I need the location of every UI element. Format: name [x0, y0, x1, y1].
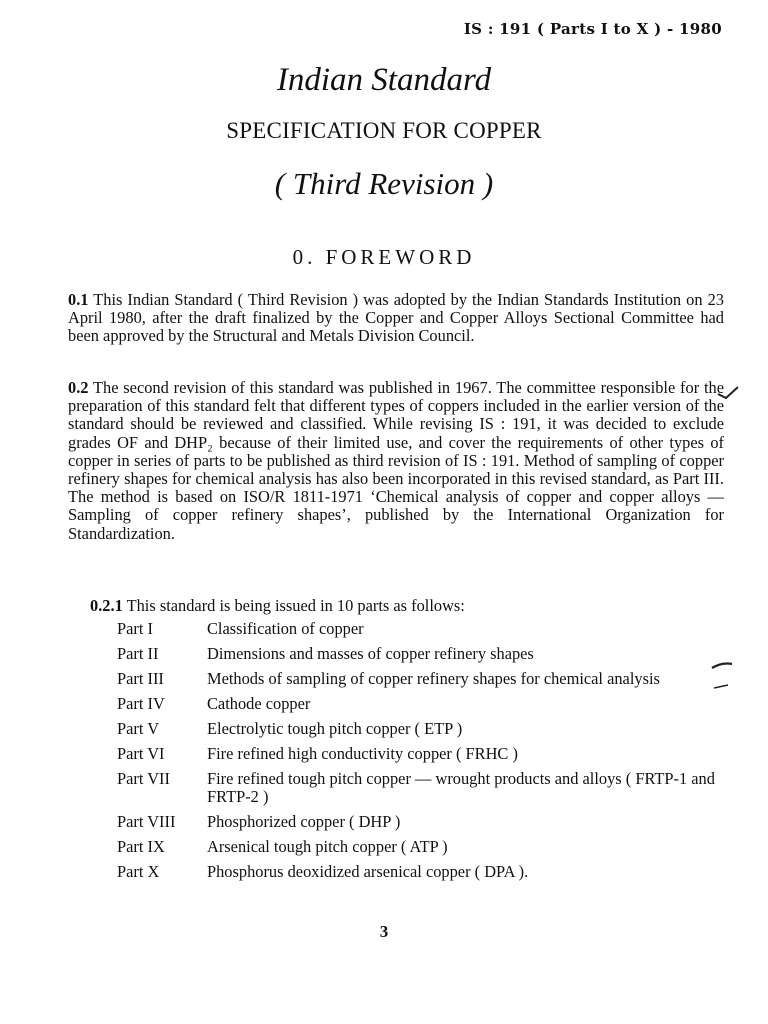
document-subtitle: SPECIFICATION FOR COPPER — [226, 118, 542, 143]
paragraph-number: 0.1 — [68, 290, 89, 309]
list-item — [117, 620, 729, 638]
part-label: Part VI — [117, 744, 165, 763]
list-item — [117, 863, 729, 881]
parts-list — [117, 620, 729, 888]
part-description: Classification of copper — [207, 619, 364, 638]
pen-dash-mark — [710, 660, 734, 672]
document-title: Indian Standard — [276, 62, 492, 98]
part-label: Part II — [117, 644, 159, 663]
part-description: Methods of sampling of copper refinery shapes for chemical analysis — [207, 669, 660, 688]
list-item — [117, 813, 729, 831]
paragraph-0-2 — [68, 379, 724, 543]
part-label: Part VII — [117, 769, 170, 788]
foreword-heading-text: FOREWORD — [325, 245, 476, 269]
foreword-heading — [0, 245, 768, 270]
part-label: Part VIII — [117, 812, 176, 831]
part-label: Part IX — [117, 837, 165, 856]
part-label: Part X — [117, 862, 160, 881]
list-item — [117, 670, 729, 688]
part-label: Part I — [117, 619, 153, 638]
paragraph-number: 0.2 — [68, 378, 89, 397]
part-label: Part IV — [117, 694, 165, 713]
paragraph-text: This standard is being issued in 10 parts as follows: — [126, 596, 465, 615]
revision-label: ( Third Revision ) — [274, 166, 494, 201]
standard-number: IS : 191 ( Parts I to X ) - 1980 — [463, 20, 722, 38]
part-description: Electrolytic tough pitch copper ( ETP ) — [207, 719, 463, 738]
paragraph-number: 0.2.1 — [90, 596, 123, 615]
part-description: Fire refined tough pitch copper — wrought products and alloys ( FRTP-1 and FRTP-2 ) — [207, 769, 715, 806]
paragraph-0-1 — [68, 291, 724, 346]
part-description: Cathode copper — [207, 694, 311, 713]
paragraph-text: This Indian Standard ( Third Revision ) was adopted by the Indian Standards Institution on 23 April 1980, after the draft finalized by the Copper and Copper Alloys Sectional Committee had been approved by the Structural and Metals Division Council. — [68, 290, 724, 346]
list-item — [117, 645, 729, 663]
list-item — [117, 695, 729, 713]
foreword-heading-number: 0. — [292, 245, 317, 269]
part-description: Arsenical tough pitch copper ( ATP ) — [207, 837, 448, 856]
list-item — [117, 838, 729, 856]
part-description: Dimensions and masses of copper refinery shapes — [207, 644, 534, 663]
paragraph-0-2-1 — [90, 597, 720, 615]
list-item — [117, 720, 729, 738]
part-description: Fire refined high conductivity copper ( FRHC ) — [207, 744, 518, 763]
page-number: 3 — [379, 922, 389, 941]
paragraph-text: The second revision of this standard was published in 1967. The committee responsible for the preparation of this standard felt that different types of coppers included in the earlier version of the standard should be reviewed and classified. While revising IS : 191, it was decided to exclude grades OF and DHP₂ because of their limited use, and cover the requirements of other types of copper in series of parts to be published as third revision of IS : 191. Method of sampling of copper refinery shapes for chemical analysis has also been incorporated in this revised standard, as Part III. The method is based on ISO/R 1811-1971 ‘Chemical analysis of copper and copper alloys — Sampling of copper refinery shapes’, published by the International Organization for Standardization. — [68, 378, 724, 543]
pen-dash-mark — [712, 682, 730, 694]
part-description: Phosphorus deoxidized arsenical copper ( DPA ). — [207, 862, 529, 881]
list-item — [117, 770, 729, 806]
part-label: Part III — [117, 669, 164, 688]
list-item — [117, 745, 729, 763]
pen-tick-mark — [716, 384, 740, 402]
part-label: Part V — [117, 719, 160, 738]
part-description: Phosphorized copper ( DHP ) — [207, 812, 401, 831]
